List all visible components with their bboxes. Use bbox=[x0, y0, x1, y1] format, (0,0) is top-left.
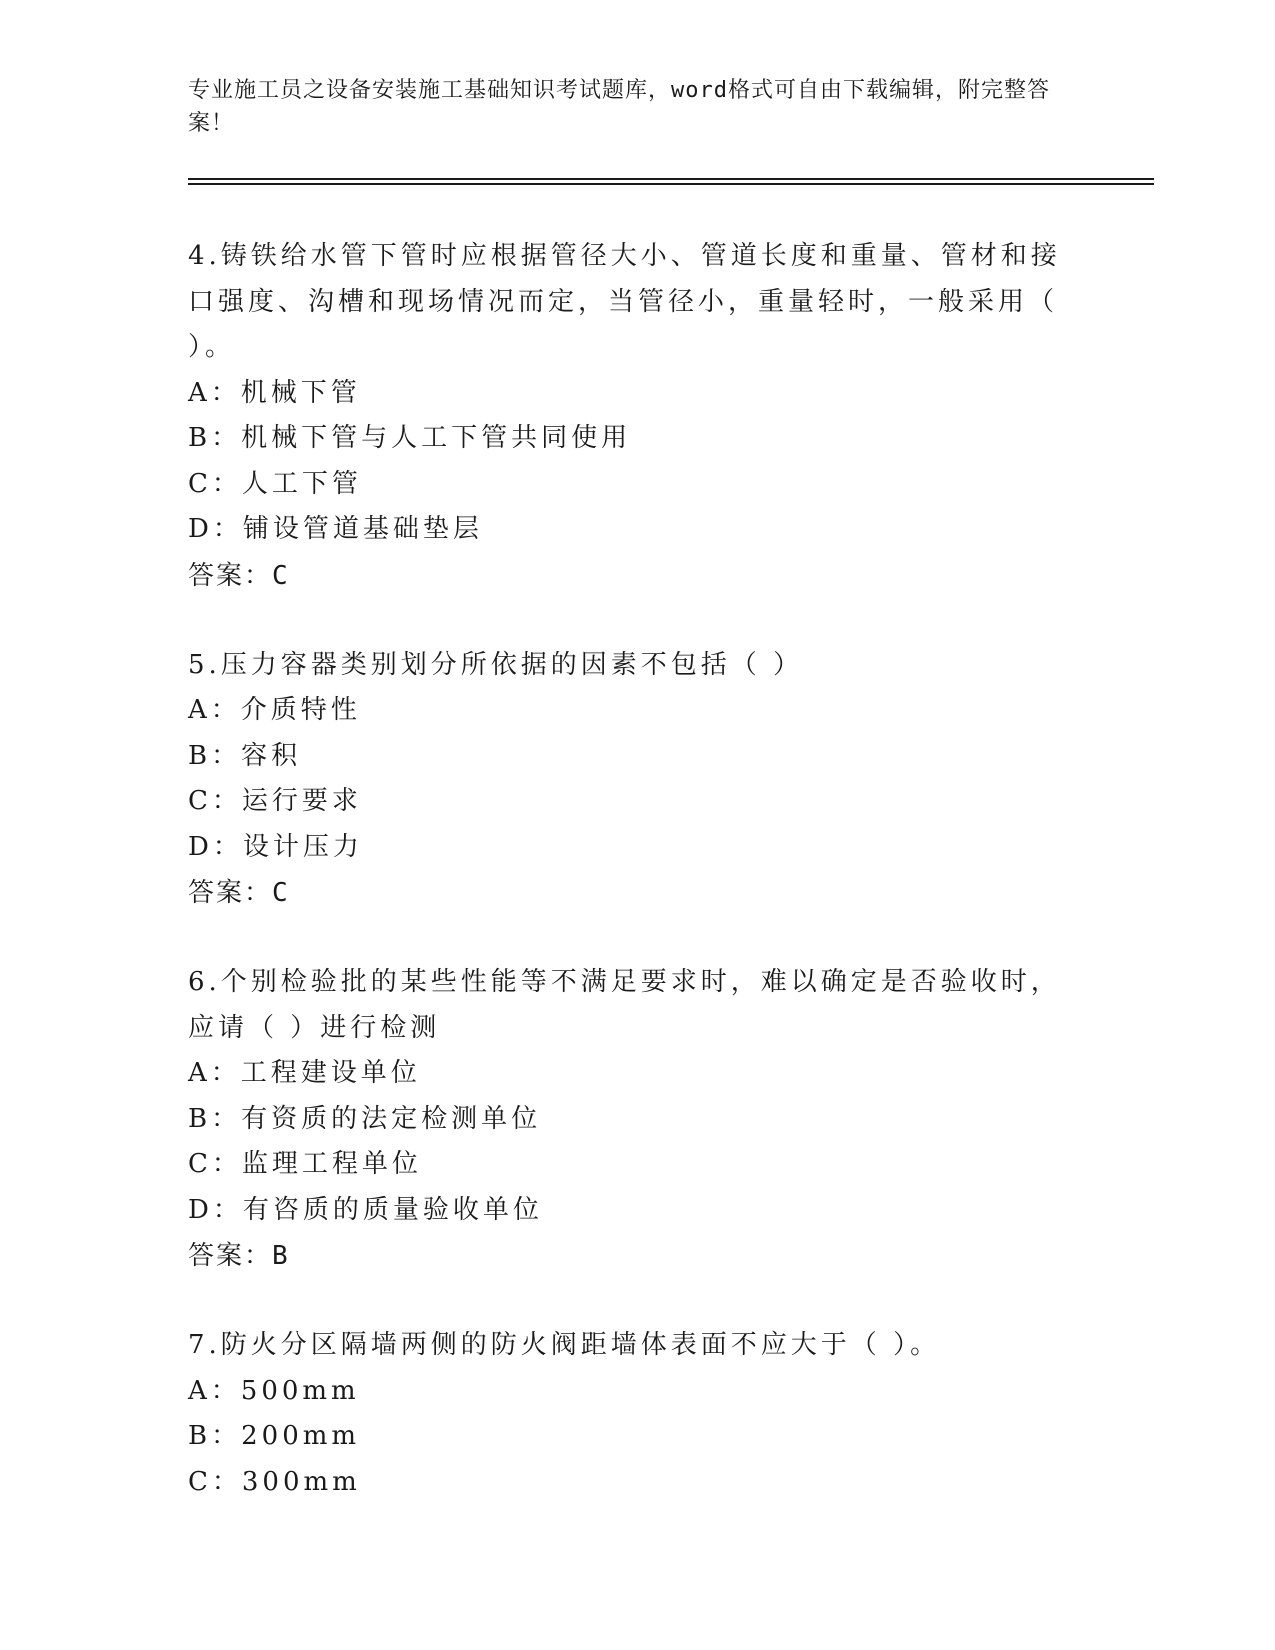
answer-value: C bbox=[272, 560, 290, 591]
option-a: A：介质特性 bbox=[188, 695, 361, 725]
header-rule-top bbox=[188, 178, 1154, 180]
answer-line bbox=[188, 870, 1088, 916]
question-stem: 6.个别检验批的某些性能等不满足要求时，难以确定是否验收时，应请（ ）进行检测 bbox=[188, 967, 1061, 1043]
option-b: B：容积 bbox=[188, 740, 302, 771]
question-4 bbox=[188, 234, 1088, 599]
question-7 bbox=[188, 1323, 1088, 1505]
answer-label: 答案： bbox=[188, 1241, 273, 1271]
answer-label: 答案： bbox=[188, 878, 273, 908]
answer-value: C bbox=[272, 878, 290, 908]
header-rule-bottom bbox=[188, 183, 1154, 185]
header-text: 专业施工员之设备安装施工基础知识考试题库，word格式可自由下载编辑，附完整答案！ bbox=[188, 78, 1050, 136]
option-d: D：有咨质的质量验收单位 bbox=[188, 1194, 543, 1225]
option-a: A：工程建设单位 bbox=[188, 1058, 421, 1088]
question-stem: 7.防火分区隔墙两侧的防火阀距墙体表面不应大于（ ）。 bbox=[188, 1330, 941, 1360]
option-a: A：机械下管 bbox=[188, 377, 361, 408]
option-c: C：人工下管 bbox=[188, 468, 362, 499]
answer-value: B bbox=[272, 1241, 290, 1271]
question-list bbox=[188, 234, 1088, 1549]
answer-line bbox=[188, 553, 1088, 599]
question-6 bbox=[188, 960, 1088, 1279]
option-a: A：500mm bbox=[188, 1375, 360, 1406]
option-b: B：200mm bbox=[188, 1421, 361, 1451]
answer-line bbox=[188, 1233, 1088, 1279]
question-stem: 5.压力容器类别划分所依据的因素不包括（ ） bbox=[188, 649, 804, 680]
answer-label: 答案： bbox=[188, 560, 273, 591]
question-stem: 4.铸铁给水管下管时应根据管径大小、管道长度和重量、管材和接口强度、沟槽和现场情况而定，当管径小，重量轻时，一般采用（ ）。 bbox=[188, 241, 1061, 362]
option-c: C：300mm bbox=[188, 1466, 361, 1497]
question-5 bbox=[188, 643, 1088, 917]
option-c: C：监理工程单位 bbox=[188, 1149, 422, 1179]
option-b: B：有资质的法定检测单位 bbox=[188, 1103, 542, 1134]
option-d: D：设计压力 bbox=[188, 831, 363, 862]
option-c: C：运行要求 bbox=[188, 786, 362, 816]
option-b: B：机械下管与人工下管共同使用 bbox=[188, 423, 632, 453]
option-d: D：铺设管道基础垫层 bbox=[188, 514, 483, 544]
